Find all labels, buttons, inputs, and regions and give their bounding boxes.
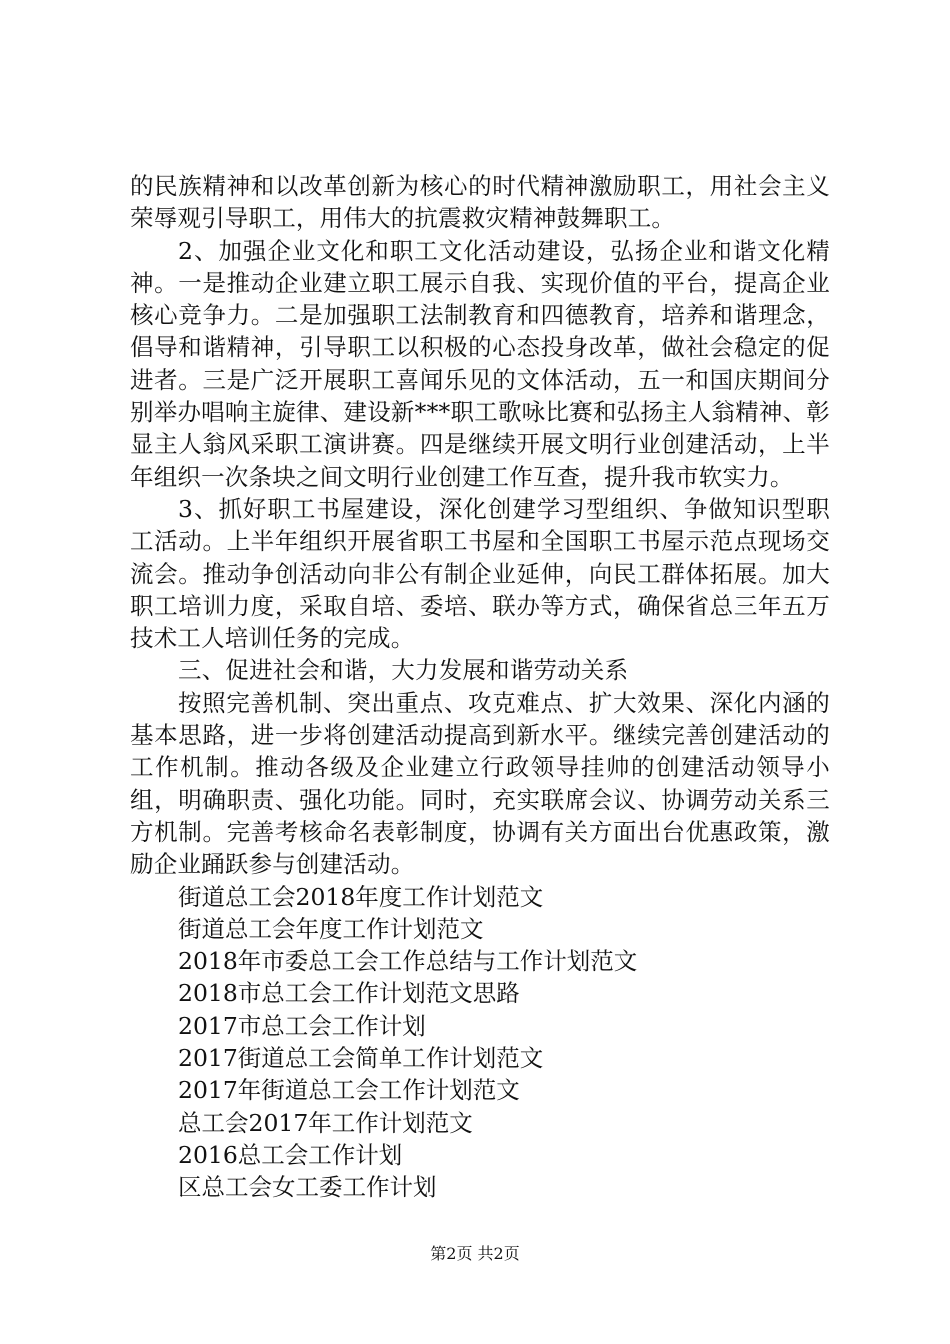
related-link[interactable]: 2018市总工会工作计划范文思路 xyxy=(178,979,520,1008)
related-link[interactable]: 街道总工会2018年度工作计划范文 xyxy=(178,882,544,911)
page-footer: 第2页 共2页 xyxy=(430,1244,520,1263)
related-link[interactable]: 区总工会女工委工作计划 xyxy=(178,1173,437,1202)
document-body xyxy=(130,170,830,1204)
related-link[interactable]: 2016总工会工作计划 xyxy=(178,1140,403,1169)
related-link[interactable]: 2018年市委总工会工作总结与工作计划范文 xyxy=(178,947,638,976)
paragraph-1: 的民族精神和以改革创新为核心的时代精神激励职工，用社会主义荣辱观引导职工，用伟大的抗震救灾精神鼓舞职工。 xyxy=(130,172,830,233)
related-link[interactable]: 2017市总工会工作计划 xyxy=(178,1011,426,1040)
paragraph-3: 3、抓好职工书屋建设，深化创建学习型组织、争做知识型职工活动。上半年组织开展省职工书屋和全国职工书屋示范点现场交流会。推动争创活动向非公有制企业延伸，向民工群体拓展。加大职工培训力度，采取自培、委培、联办等方式，确保省总三年五万技术工人培训任务的完成。 xyxy=(130,494,830,653)
paragraph-2: 2、加强企业文化和职工文化活动建设，弘扬企业和谐文化精神。一是推动企业建立职工展示自我、实现价值的平台，提高企业核心竞争力。二是加强职工法制教育和四德教育，培养和谐理念，倡导和谐精神，引导职工以积极的心态投身改革，做社会稳定的促进者。三是广泛开展职工喜闻乐见的文体活动，五一和国庆期间分别举办唱响主旋律、建设新***职工歌咏比赛和弘扬主人翁精神、彰显主人翁风采职工演讲赛。四是继续开展文明行业创建活动，上半年组织一次条块之间文明行业创建工作互查，提升我市软实力。 xyxy=(130,236,830,491)
related-link[interactable]: 2017年街道总工会工作计划范文 xyxy=(178,1076,520,1105)
related-link[interactable]: 2017街道总工会简单工作计划范文 xyxy=(178,1044,544,1073)
related-link[interactable]: 街道总工会年度工作计划范文 xyxy=(178,914,484,943)
paragraph-4: 按照完善机制、突出重点、攻克难点、扩大效果、深化内涵的基本思路，进一步将创建活动提高到新水平。继续完善创建活动的工作机制。推动各级及企业建立行政领导挂帅的创建活动领导小组，明确职责、强化功能。同时，充实联席会议、协调劳动关系三方机制。完善考核命名表彰制度，协调有关方面出台优惠政策，激励企业踊跃参与创建活动。 xyxy=(130,688,830,879)
section-heading: 三、促进社会和谐，大力发展和谐劳动关系 xyxy=(178,656,629,685)
related-links-list xyxy=(130,881,830,1204)
related-link[interactable]: 总工会2017年工作计划范文 xyxy=(178,1108,473,1137)
